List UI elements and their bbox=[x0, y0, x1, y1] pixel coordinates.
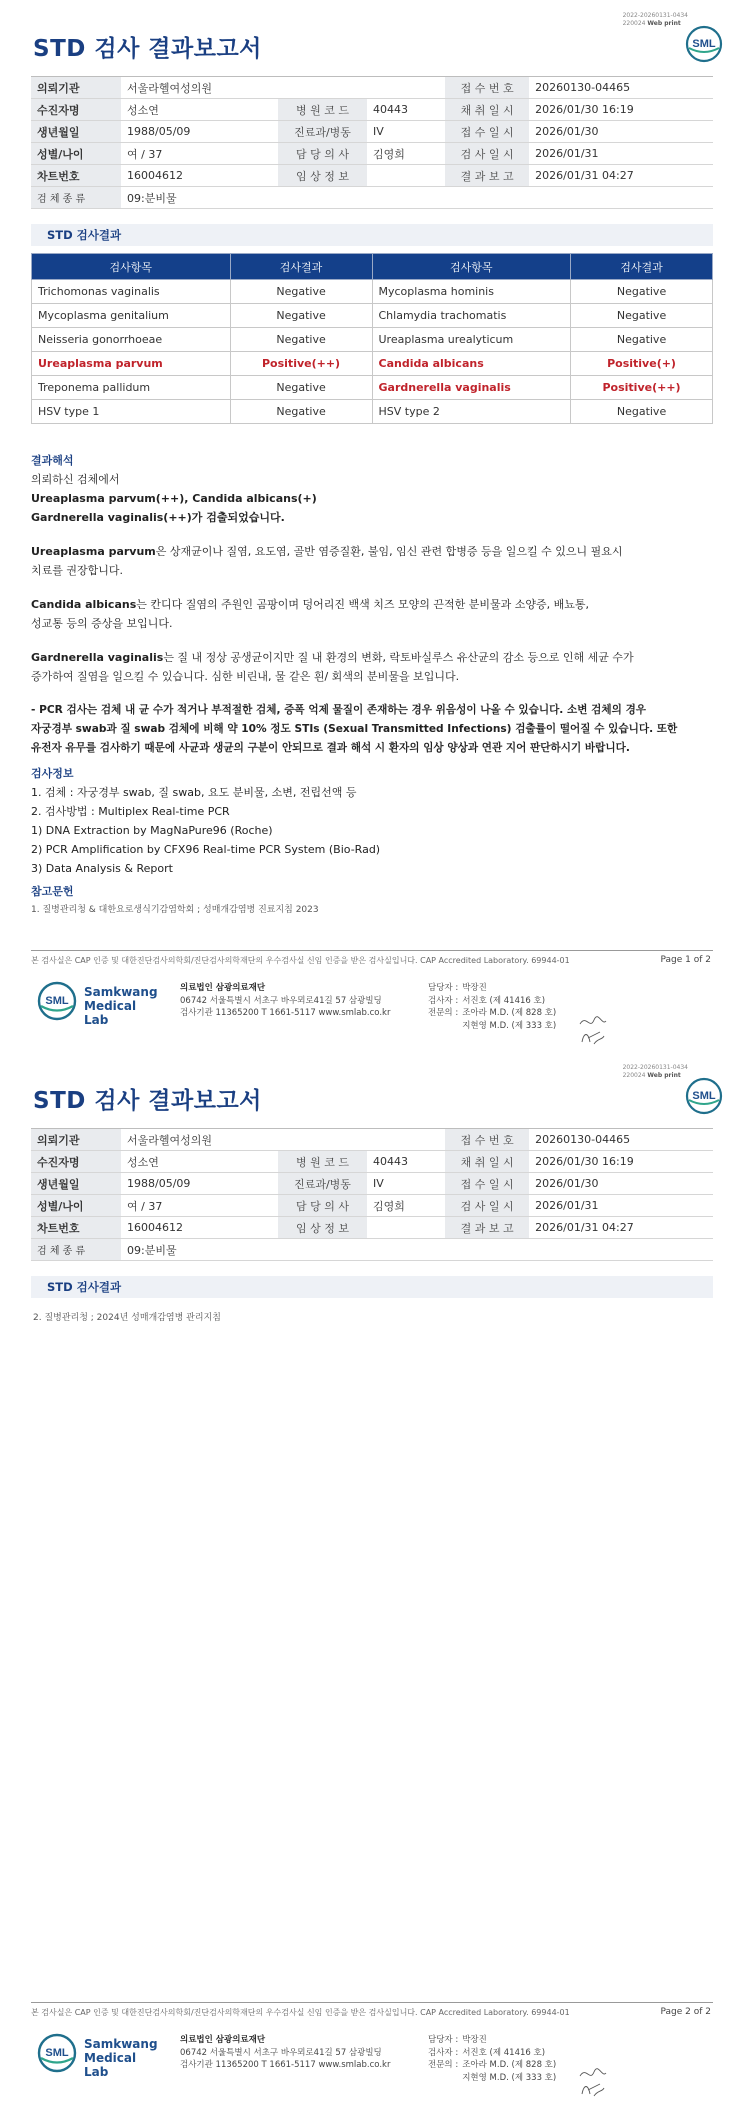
receipt-date-label: 접 수 일 시 bbox=[445, 1173, 529, 1195]
organism-text: 는 질 내 정상 공생균이지만 질 내 환경의 변화, 락토바실루스 유산균의 감소 등으로 인해 세균 수가 bbox=[163, 651, 634, 664]
lab-logo-name1: Samkwang bbox=[84, 2037, 158, 2051]
footer-cert-note bbox=[31, 2007, 713, 2018]
doctor-label: 담 당 의 사 bbox=[278, 1195, 367, 1217]
cert-note-text: 본 검사실은 CAP 인증 및 대한진단검사의학회/진단검사의학재단의 우수검사실 신임 인증을 받은 검사실입니다. CAP Accredited Laboratory. 69944-01 bbox=[31, 2008, 570, 2017]
institution-label: 의뢰기관 bbox=[31, 77, 121, 99]
clinical-label: 임 상 정 보 bbox=[278, 1217, 367, 1239]
specialist-label: 전문의 : bbox=[428, 1008, 459, 1018]
specialist-value: 조아라 M.D. (제 828 호) bbox=[462, 2060, 557, 2070]
test-result: Negative bbox=[230, 280, 372, 304]
organism-name: Ureaplasma parvum bbox=[31, 545, 156, 558]
page-title: STD 검사 결과보고서 bbox=[33, 1088, 262, 1114]
info-row bbox=[31, 121, 713, 143]
test-info-line: 2) PCR Amplification by CFX96 Real-time PCR System (Bio-Rad) bbox=[31, 843, 381, 856]
specimen-label: 검 체 종 류 bbox=[31, 187, 121, 209]
hospital-code-label: 병 원 코 드 bbox=[278, 99, 367, 121]
report-value: 2026/01/31 04:27 bbox=[529, 165, 713, 187]
lab-staff bbox=[428, 2034, 560, 2084]
institution-value: 서울라헬여성의원 bbox=[121, 77, 445, 99]
patient-value: 성소연 bbox=[121, 99, 278, 121]
patient-label: 수진자명 bbox=[31, 99, 121, 121]
info-row bbox=[31, 187, 713, 209]
lab-logo-letters: SML bbox=[45, 995, 69, 1007]
test-result: Negative bbox=[571, 280, 713, 304]
gv-paragraph bbox=[31, 648, 713, 667]
org-name: 의료법인 삼광의료재단 bbox=[180, 983, 266, 993]
lab-logo-name bbox=[84, 985, 158, 1027]
doctor-label: 담 당 의 사 bbox=[278, 143, 367, 165]
info-row bbox=[31, 99, 713, 121]
receipt-no-value: 20260130-04465 bbox=[529, 1129, 713, 1151]
test-result-positive: Positive(++) bbox=[230, 352, 372, 376]
pcr-note-2: 자궁경부 swab과 질 swab 검체에 비해 약 10% 정도 STIs (Sexual Transmitted Infections) 검출률이 떨어질 수 있습니다. 또한 bbox=[31, 723, 678, 735]
dept-value: IV bbox=[367, 121, 445, 143]
info-row bbox=[31, 143, 713, 165]
organism-text: 는 칸디다 질염의 주원인 곰팡이며 덩어리진 백색 치즈 모양의 끈적한 분비물과 소양증, 배뇨통, bbox=[136, 598, 590, 611]
contact-line: 검사기관 11365200 T 1661-5117 www.smlab.co.kr bbox=[180, 2060, 391, 2070]
table-row bbox=[32, 352, 713, 376]
hospital-code-value: 40443 bbox=[367, 99, 445, 121]
sml-logo-icon bbox=[684, 1076, 724, 1116]
test-item: Mycoplasma hominis bbox=[372, 280, 571, 304]
lab-logo bbox=[36, 980, 158, 1027]
print-code-line1: 2022-20260131-0434 bbox=[622, 1064, 688, 1071]
page-number: Page 2 of 2 bbox=[660, 2007, 711, 2017]
receipt-no-label: 접 수 번 호 bbox=[445, 77, 529, 99]
info-row bbox=[31, 1173, 713, 1195]
test-item: Treponema pallidum bbox=[32, 376, 231, 400]
report-label: 결 과 보 고 bbox=[445, 165, 529, 187]
web-print-label: Web print bbox=[647, 1072, 681, 1079]
tech-value: 서진호 (제 41416 호) bbox=[462, 2047, 546, 2058]
receipt-date-value: 2026/01/30 bbox=[529, 1173, 713, 1195]
test-item: Ureaplasma urealyticum bbox=[372, 328, 571, 352]
specimen-label: 검 체 종 류 bbox=[31, 1239, 121, 1261]
signature-icon bbox=[578, 2076, 608, 2106]
lab-logo-icon bbox=[36, 2032, 78, 2074]
footer-cert-note bbox=[31, 955, 713, 966]
specimen-value: 09:분비물 bbox=[121, 187, 713, 209]
print-code bbox=[623, 12, 688, 28]
results-section-title: STD 검사결과 bbox=[31, 1276, 713, 1298]
manager-value: 박장진 bbox=[462, 983, 487, 993]
sex-age-label: 성별/나이 bbox=[31, 143, 121, 165]
dob-value: 1988/05/09 bbox=[121, 1173, 278, 1195]
test-result: Negative bbox=[571, 304, 713, 328]
test-item-positive: Gardnerella vaginalis bbox=[372, 376, 571, 400]
reference-item: 2. 질병관리청 ; 2024년 성매개감염병 관리지침 bbox=[33, 1313, 221, 1323]
organism-name: Candida albicans bbox=[31, 598, 137, 611]
test-date-value: 2026/01/31 bbox=[529, 143, 713, 165]
lab-address bbox=[180, 2034, 390, 2072]
test-item: HSV type 2 bbox=[372, 400, 571, 424]
up-paragraph-2: 치료를 권장합니다. bbox=[31, 564, 124, 577]
ca-paragraph bbox=[31, 595, 713, 614]
organism-name: Gardnerella vaginalis bbox=[31, 651, 164, 664]
test-info-heading: 검사정보 bbox=[31, 767, 74, 780]
specialist-value: 조아라 M.D. (제 828 호) bbox=[462, 1008, 557, 1018]
contact-line: 검사기관 11365200 T 1661-5117 www.smlab.co.kr bbox=[180, 1008, 391, 1018]
pcr-note: - PCR 검사는 검체 내 균 수가 적거나 부적절한 검체, 증폭 억제 물질이 존재하는 경우 위음성이 나올 수 있습니다. 소변 검체의 경우 bbox=[31, 704, 647, 716]
report-label: 결 과 보 고 bbox=[445, 1217, 529, 1239]
up-paragraph bbox=[31, 542, 713, 561]
footer-divider bbox=[31, 950, 713, 951]
dob-label: 생년월일 bbox=[31, 121, 121, 143]
dept-label: 진료과/병동 bbox=[278, 1173, 367, 1195]
address-line: 06742 서울특별시 서초구 바우뫼로41길 57 삼광빌딩 bbox=[180, 2047, 382, 2058]
test-item-positive: Candida albicans bbox=[372, 352, 571, 376]
interpretation-intro: 의뢰하신 검체에서 bbox=[31, 473, 120, 486]
info-row bbox=[31, 77, 713, 99]
lab-logo bbox=[36, 2032, 158, 2079]
print-code-number: 220024 bbox=[622, 1072, 646, 1079]
address-line: 06742 서울특별시 서초구 바우뫼로41길 57 삼광빌딩 bbox=[180, 995, 382, 1006]
test-result: Negative bbox=[571, 400, 713, 424]
lab-staff bbox=[428, 982, 560, 1032]
test-result-positive: Positive(+) bbox=[571, 352, 713, 376]
lab-logo-letters: SML bbox=[45, 2047, 69, 2059]
lab-logo-name1: Samkwang bbox=[84, 985, 158, 999]
report-page-1 bbox=[0, 0, 744, 1052]
interpretation-block bbox=[31, 451, 713, 920]
lab-logo-icon bbox=[36, 980, 78, 1022]
specialist-value: 지현영 M.D. (제 333 호) bbox=[462, 1020, 557, 1031]
tech-label: 검사자 : bbox=[428, 2047, 459, 2058]
cert-note-text: 본 검사실은 CAP 인증 및 대한진단검사의학회/진단검사의학재단의 우수검사실 신임 인증을 받은 검사실입니다. CAP Accredited Laboratory. 69944-01 bbox=[31, 956, 570, 965]
test-result: Negative bbox=[230, 400, 372, 424]
info-row bbox=[31, 1239, 713, 1261]
signature-icon bbox=[578, 1024, 608, 1054]
test-item: Trichomonas vaginalis bbox=[32, 280, 231, 304]
receipt-date-label: 접 수 일 시 bbox=[445, 121, 529, 143]
results-header-row bbox=[32, 254, 713, 280]
ca-paragraph-2: 성교통 등의 증상을 보입니다. bbox=[31, 617, 173, 630]
dept-value: IV bbox=[367, 1173, 445, 1195]
specialist-value: 지현영 M.D. (제 333 호) bbox=[462, 2072, 557, 2083]
lab-logo-name2: Medical Lab bbox=[84, 2051, 137, 2079]
lab-logo-name2: Medical Lab bbox=[84, 999, 137, 1027]
tech-label: 검사자 : bbox=[428, 995, 459, 1006]
sml-logo-text: SML bbox=[692, 1090, 716, 1102]
receipt-no-value: 20260130-04465 bbox=[529, 77, 713, 99]
lab-logo-name bbox=[84, 2037, 158, 2079]
clinical-label: 임 상 정 보 bbox=[278, 165, 367, 187]
hospital-code-value: 40443 bbox=[367, 1151, 445, 1173]
test-item: Neisseria gonorrhoeae bbox=[32, 328, 231, 352]
test-item: Chlamydia trachomatis bbox=[372, 304, 571, 328]
chart-value: 16004612 bbox=[121, 1217, 278, 1239]
interpretation-detected-2 bbox=[31, 508, 713, 527]
manager-value: 박장진 bbox=[462, 2035, 487, 2045]
sex-age-value: 여 / 37 bbox=[121, 143, 278, 165]
patient-info-table bbox=[31, 1128, 713, 1261]
table-row bbox=[32, 328, 713, 352]
sml-logo-text: SML bbox=[692, 38, 716, 50]
doctor-value: 김영희 bbox=[367, 1195, 445, 1217]
lab-address bbox=[180, 982, 390, 1020]
chart-label: 차트번호 bbox=[31, 165, 121, 187]
test-info-line: 1. 검체 : 자궁경부 swab, 질 swab, 요도 분비물, 소변, 전립선액 등 bbox=[31, 786, 357, 799]
interpretation-detected: Ureaplasma parvum(++), Candida albicans(+) bbox=[31, 492, 317, 505]
info-row bbox=[31, 1217, 713, 1239]
specimen-value: 09:분비물 bbox=[121, 1239, 713, 1261]
receipt-no-label: 접 수 번 호 bbox=[445, 1129, 529, 1151]
manager-label: 담당자 : bbox=[428, 983, 459, 993]
collect-date-label: 채 취 일 시 bbox=[445, 1151, 529, 1173]
header-item: 검사항목 bbox=[32, 254, 231, 280]
clinical-value bbox=[367, 165, 445, 187]
dept-label: 진료과/병동 bbox=[278, 121, 367, 143]
test-result-positive: Positive(++) bbox=[571, 376, 713, 400]
organism-text: 은 상재균이나 질염, 요도염, 골반 염증질환, 불임, 임신 관련 합병증 등을 일으킬 수 있으니 필요시 bbox=[155, 545, 623, 558]
org-name: 의료법인 삼광의료재단 bbox=[180, 2035, 266, 2045]
web-print-label: Web print bbox=[647, 20, 681, 27]
patient-info-table bbox=[31, 76, 713, 209]
info-row bbox=[31, 1195, 713, 1217]
test-result: Negative bbox=[230, 304, 372, 328]
institution-label: 의뢰기관 bbox=[31, 1129, 121, 1151]
results-section-title: STD 검사결과 bbox=[31, 224, 713, 246]
sex-age-label: 성별/나이 bbox=[31, 1195, 121, 1217]
collect-date-label: 채 취 일 시 bbox=[445, 99, 529, 121]
chart-label: 차트번호 bbox=[31, 1217, 121, 1239]
test-result: Negative bbox=[230, 376, 372, 400]
references-heading: 참고문헌 bbox=[31, 885, 74, 898]
tech-value: 서진호 (제 41416 호) bbox=[462, 995, 546, 1006]
print-code-line1: 2022-20260131-0434 bbox=[622, 12, 688, 19]
print-code-line2 bbox=[623, 1072, 688, 1080]
collect-date-value: 2026/01/30 16:19 bbox=[529, 1151, 713, 1173]
specialist-label: 전문의 : bbox=[428, 2060, 459, 2070]
header-item: 검사항목 bbox=[372, 254, 571, 280]
test-date-label: 검 사 일 시 bbox=[445, 1195, 529, 1217]
detected-text: Gardnerella vaginalis(++)가 검출되었습니다. bbox=[31, 511, 285, 524]
interpretation-heading: 결과해석 bbox=[31, 454, 74, 467]
sex-age-value: 여 / 37 bbox=[121, 1195, 278, 1217]
header-result: 검사결과 bbox=[230, 254, 372, 280]
receipt-date-value: 2026/01/30 bbox=[529, 121, 713, 143]
table-row bbox=[32, 304, 713, 328]
test-date-label: 검 사 일 시 bbox=[445, 143, 529, 165]
table-row bbox=[32, 376, 713, 400]
test-result: Negative bbox=[230, 328, 372, 352]
dob-label: 생년월일 bbox=[31, 1173, 121, 1195]
chart-value: 16004612 bbox=[121, 165, 278, 187]
sml-logo-icon bbox=[684, 24, 724, 64]
report-value: 2026/01/31 04:27 bbox=[529, 1217, 713, 1239]
test-item: Mycoplasma genitalium bbox=[32, 304, 231, 328]
test-info-line: 3) Data Analysis & Report bbox=[31, 862, 173, 875]
print-code bbox=[623, 1064, 688, 1080]
reference-item: 1. 질병관리청 & 대한요로생식기감염학회 ; 성매개감염병 진료지침 2023 bbox=[31, 905, 319, 915]
table-row bbox=[32, 400, 713, 424]
hospital-code-label: 병 원 코 드 bbox=[278, 1151, 367, 1173]
patient-value: 성소연 bbox=[121, 1151, 278, 1173]
institution-value: 서울라헬여성의원 bbox=[121, 1129, 445, 1151]
pcr-note-3: 유전자 유무를 검사하기 때문에 사균과 생균의 구분이 안되므로 결과 해석 시 환자의 임상 양상과 연관 지어 판단하시기 바랍니다. bbox=[31, 742, 630, 754]
report-page-2 bbox=[0, 1052, 744, 2104]
gv-paragraph-2: 증가하여 질염을 일으킬 수 있습니다. 심한 비린내, 물 같은 흰/ 회색의 분비물을 보입니다. bbox=[31, 670, 460, 683]
manager-label: 담당자 : bbox=[428, 2035, 459, 2045]
print-code-line2 bbox=[623, 20, 688, 28]
info-row bbox=[31, 1129, 713, 1151]
clinical-value bbox=[367, 1217, 445, 1239]
footer-divider bbox=[31, 2002, 713, 2003]
page-number: Page 1 of 2 bbox=[660, 955, 711, 965]
test-item-positive: Ureaplasma parvum bbox=[32, 352, 231, 376]
results-table bbox=[31, 253, 713, 424]
dob-value: 1988/05/09 bbox=[121, 121, 278, 143]
doctor-value: 김영희 bbox=[367, 143, 445, 165]
header-result: 검사결과 bbox=[571, 254, 713, 280]
print-code-number: 220024 bbox=[622, 20, 646, 27]
test-date-value: 2026/01/31 bbox=[529, 1195, 713, 1217]
info-row bbox=[31, 165, 713, 187]
test-result: Negative bbox=[571, 328, 713, 352]
info-row bbox=[31, 1151, 713, 1173]
page-title: STD 검사 결과보고서 bbox=[33, 36, 262, 62]
test-info-line: 2. 검사방법 : Multiplex Real-time PCR bbox=[31, 805, 230, 818]
test-info-line: 1) DNA Extraction by MagNaPure96 (Roche) bbox=[31, 824, 273, 837]
collect-date-value: 2026/01/30 16:19 bbox=[529, 99, 713, 121]
patient-label: 수진자명 bbox=[31, 1151, 121, 1173]
test-item: HSV type 1 bbox=[32, 400, 231, 424]
table-row bbox=[32, 280, 713, 304]
